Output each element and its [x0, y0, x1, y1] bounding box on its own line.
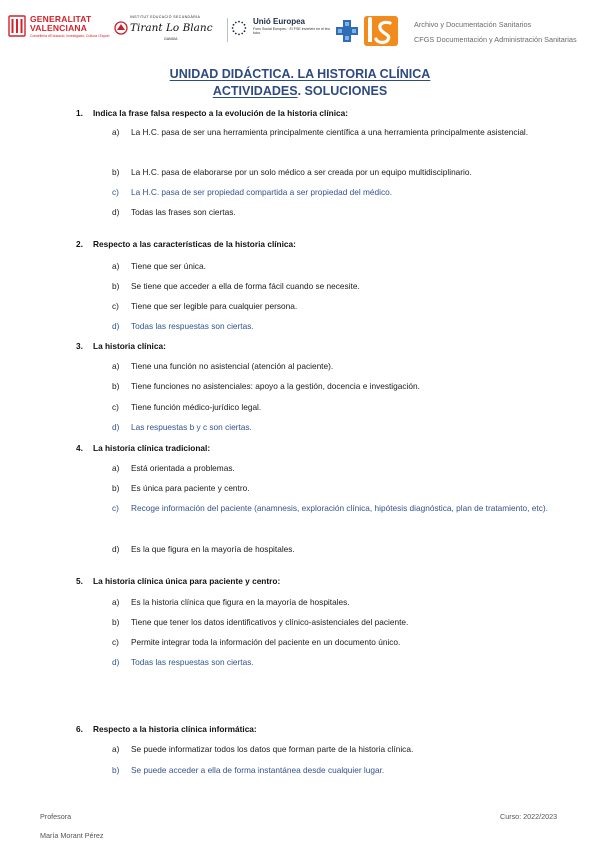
tlb-city: GANDIA: [164, 37, 178, 41]
option-text: Tiene función médico-jurídico legal.: [131, 402, 262, 412]
option-letter: c): [112, 301, 119, 311]
option-letter: b): [112, 617, 120, 627]
option-letter: b): [112, 765, 120, 775]
option-text: La H.C. pasa de ser una herramienta principalmente científica a una herramienta principalmente asistencial.: [131, 127, 529, 137]
option-letter: c): [112, 187, 119, 197]
question-4: [76, 442, 210, 454]
gva-name-line1: GENERALITAT: [30, 14, 92, 24]
footer-course: Curso: 2022/2023: [500, 812, 558, 821]
option-letter: d): [112, 544, 120, 554]
option-text: Es la que figura en la mayoría de hospitales.: [131, 544, 295, 554]
eu-stars-icon: [231, 20, 247, 36]
question-number: 5.: [76, 576, 83, 586]
footer-teacher-name: María Morant Pérez: [40, 831, 104, 840]
question-text: Respecto a la historia clínica informática:: [93, 724, 257, 734]
option-letter: b): [112, 281, 120, 291]
generalitat-crest-icon: [8, 14, 26, 38]
option-letter: d): [112, 321, 120, 331]
option-text: Las respuestas b y c son ciertas.: [131, 422, 252, 432]
option-text: Es única para paciente y centro.: [131, 483, 250, 493]
option-letter: d): [112, 422, 120, 432]
option-text: La H.C. pasa de elaborarse por un solo médico a ser creada por un equipo multidisciplinario.: [131, 167, 472, 177]
eu-title: Unió Europea: [253, 17, 306, 26]
generalitat-valenciana-logo: [8, 14, 110, 48]
option-text: Tiene que ser única.: [131, 261, 206, 271]
question-number: 2.: [76, 239, 83, 249]
option-text: Tiene que tener los datos identificativos y clínico-asistenciales del paciente.: [131, 617, 409, 627]
option-text: Está orientada a problemas.: [131, 463, 235, 473]
question-number: 6.: [76, 724, 83, 734]
header-divider: [227, 18, 228, 42]
cycle-name: CFGS Documentación y Administración Sanitarias: [414, 35, 577, 44]
subtitle-activities: ACTIVIDADES: [212, 84, 298, 98]
option-letter: d): [112, 207, 120, 217]
fp-badge-icon: [364, 16, 398, 46]
tlb-school-name: Tirant Lo Blanc: [130, 22, 213, 34]
document-subtitle: [0, 83, 600, 99]
option-text: Recoge información del paciente (anamnesis, exploración clínica, hipótesis diagnóstica, plan de tratamiento, etc).: [131, 503, 548, 513]
document-title: [0, 66, 600, 82]
option-text: Se puede acceder a ella de forma instantánea desde cualquier lugar.: [131, 765, 385, 775]
question-1: [76, 107, 348, 119]
question-text: La historia clínica única para paciente y centro:: [93, 576, 281, 586]
tlb-school-type: INSTITUT EDUCACIÓ SECUNDÀRIA: [130, 15, 201, 19]
question-number: 4.: [76, 443, 83, 453]
option-letter: c): [112, 637, 119, 647]
gva-department: Conselleria d'Educació, Investigació, Cultura i Esport: [30, 34, 110, 38]
option-letter: b): [112, 483, 120, 493]
option-letter: a): [112, 361, 120, 371]
question-6: [76, 723, 257, 735]
tirant-lo-blanc-logo: [114, 15, 226, 45]
question-number: 3.: [76, 341, 83, 351]
option-text: Todas las respuestas son ciertas.: [131, 657, 254, 667]
option-text: Tiene que ser legible para cualquier persona.: [131, 301, 298, 311]
option-text: Permite integrar toda la información del paciente en un documento único.: [131, 637, 401, 647]
question-text: Indica la frase falsa respecto a la evolución de la historia clínica:: [93, 108, 348, 118]
option-letter: b): [112, 381, 120, 391]
question-text: La historia clínica tradicional:: [93, 443, 211, 453]
gva-name-line2: VALENCIANA: [30, 23, 88, 33]
option-text: Tiene funciones no asistenciales: apoyo a la gestión, docencia e investigación.: [131, 381, 420, 391]
european-union-logo: [231, 16, 331, 44]
question-5: [76, 575, 280, 587]
option-letter: a): [112, 463, 120, 473]
tlb-emblem-icon: [114, 21, 128, 35]
option-text: Tiene una función no asistencial (atención al paciente).: [131, 361, 334, 371]
option-text: Se tiene que acceder a ella de forma fácil cuando se necesite.: [131, 281, 360, 291]
option-letter: c): [112, 402, 119, 412]
option-text: Todas las frases son ciertas.: [131, 207, 236, 217]
question-2: [76, 238, 296, 250]
health-cross-icon: [336, 20, 358, 42]
question-number: 1.: [76, 108, 83, 118]
option-text: Se puede informatizar todos los datos que forman parte de la historia clínica.: [131, 744, 414, 754]
document-title-text: UNIDAD DIDÁCTICA. LA HISTORIA CLÍNICA: [169, 67, 431, 81]
option-letter: a): [112, 127, 120, 137]
question-text: La historia clínica:: [93, 341, 166, 351]
option-letter: a): [112, 744, 120, 754]
option-letter: c): [112, 503, 119, 513]
footer-role: Profesora: [40, 812, 72, 821]
fp-logo: [334, 14, 400, 48]
option-text: Todas las respuestas son ciertas.: [131, 321, 254, 331]
subtitle-solutions: . SOLUCIONES: [297, 84, 388, 98]
page-header: [0, 0, 600, 52]
question-text: Respecto a las características de la historia clínica:: [93, 239, 296, 249]
option-text: Es la historia clínica que figura en la mayoría de hospitales.: [131, 597, 350, 607]
option-letter: d): [112, 657, 120, 667]
eu-subtitle: Fons Social Europeu · El FSE inverteix en el teu futur: [253, 27, 330, 36]
course-info: [414, 20, 600, 45]
module-name: Archivo y Documentación Sanitarios: [414, 20, 532, 29]
option-letter: a): [112, 597, 120, 607]
option-letter: a): [112, 261, 120, 271]
question-3: [76, 340, 166, 352]
option-text: La H.C. pasa de ser propiedad compartida a ser propiedad del médico.: [131, 187, 393, 197]
option-letter: b): [112, 167, 120, 177]
